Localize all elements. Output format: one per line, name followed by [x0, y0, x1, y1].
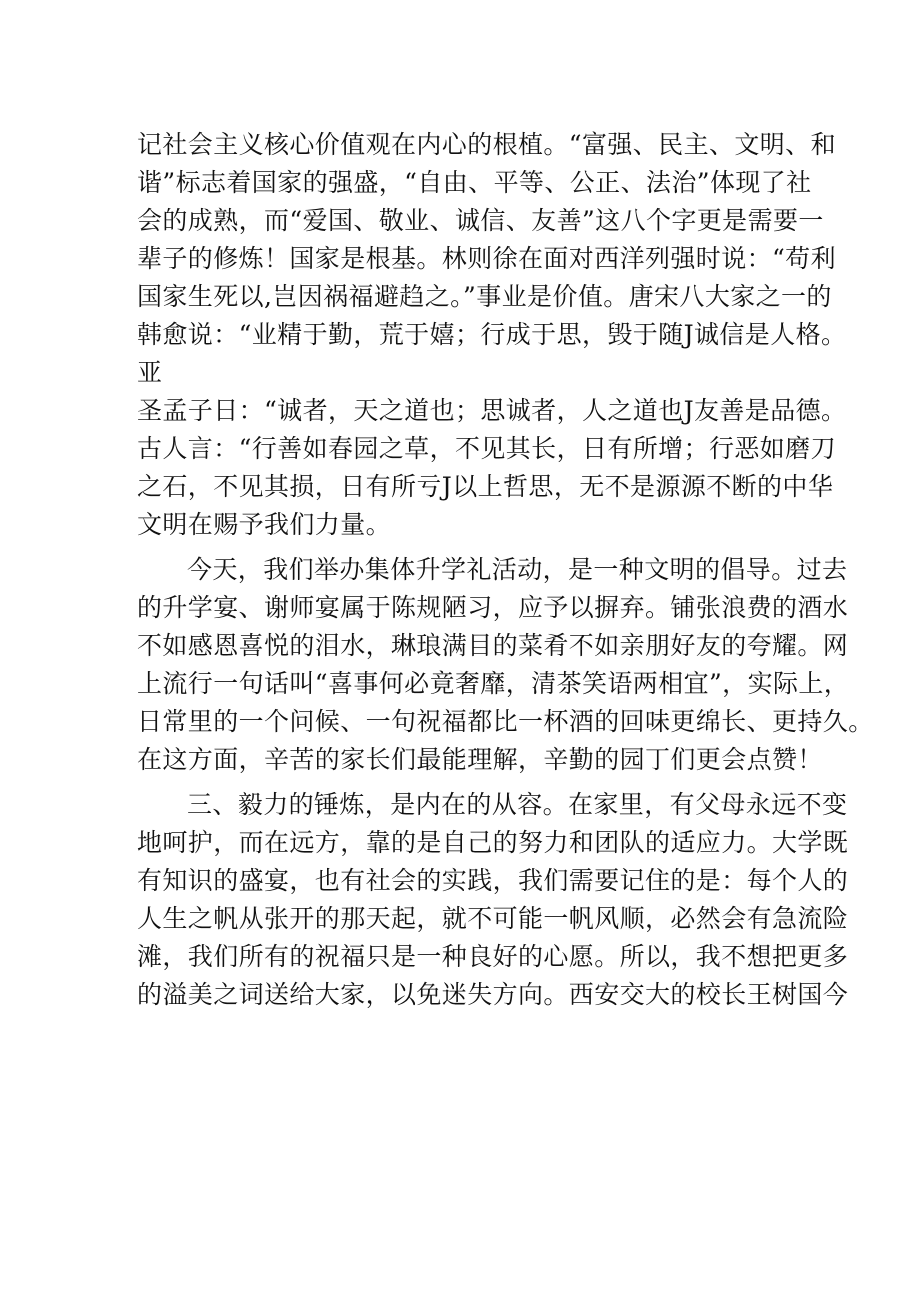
text-line: 地呵护，而在远方，靠的是自己的努力和团队的适应力。大学既 — [137, 828, 849, 857]
text-line: 滩，我们所有的祝福只是一种良好的心愿。所以，我不想把更多 — [137, 942, 849, 971]
text-line: 上流行一句话叫“喜事何必竟奢靡，清茶笑语两相宜”，实际上， — [137, 669, 850, 698]
text-line: 会的成熟，而“爱国、敬业、诚信、友善”这八个字更是需要一 — [137, 206, 824, 235]
text-line: 记社会主义核心价值观在内心的根植。“富强、民主、文明、和 — [137, 130, 836, 159]
text-line: 文明在赐予我们力量。 — [137, 510, 392, 539]
text-line: 不如感恩喜悦的泪水，琳琅满目的菜肴不如亲朋好友的夸耀。网 — [137, 631, 849, 660]
text-line: 的升学宴、谢师宴属于陈规陋习，应予以摒弃。铺张浪费的酒水 — [137, 593, 849, 622]
text-line: 之石，不见其损，日有所亏J以上哲思，无不是源源不断的中华 — [137, 472, 834, 501]
text-line: 谐”标志着国家的强盛，“自由、平等、公正、法治”体现了社 — [137, 168, 812, 197]
paragraph-first-line: 三、毅力的锤炼，是内在的从容。在家里，有父母永远不变 — [187, 790, 848, 819]
text-line: 古人言：“行善如春园之草，不见其长，日有所增；行恶如磨刀 — [137, 434, 836, 463]
text-line: 亚 — [137, 358, 163, 387]
text-line: 圣孟子日：“诚者，天之道也；思诚者，人之道也J友善是品德。 — [137, 396, 847, 425]
text-line: 韩愈说：“业精于勤，荒于嬉；行成于思，毁于随J诚信是人格。 — [137, 320, 847, 349]
text-line: 国家生死以,岂因祸福避趋之。”事业是价值。唐宋八大家之一的 — [137, 282, 832, 311]
paragraph-first-line: 今天，我们举办集体升学礼活动，是一种文明的倡导。过去 — [187, 555, 848, 584]
text-line: 日常里的一个问候、一句祝福都比一杯酒的回味更绵长、更持久。 — [137, 707, 874, 736]
text-line: 有知识的盛宴，也有社会的实践，我们需要记住的是：每个人的 — [137, 866, 849, 895]
text-line: 辈子的修炼！国家是根基。林则徐在面对西洋列强时说：“苟利 — [137, 244, 836, 273]
text-line: 的溢美之词送给大家，以免迷失方向。西安交大的校长王树国今 — [137, 980, 849, 1009]
text-line: 在这方面，辛苦的家长们最能理解，辛勤的园丁们更会点赞！ — [137, 745, 823, 774]
text-line: 人生之帆从张开的那天起，就不可能一帆风顺，必然会有急流险 — [137, 904, 849, 933]
